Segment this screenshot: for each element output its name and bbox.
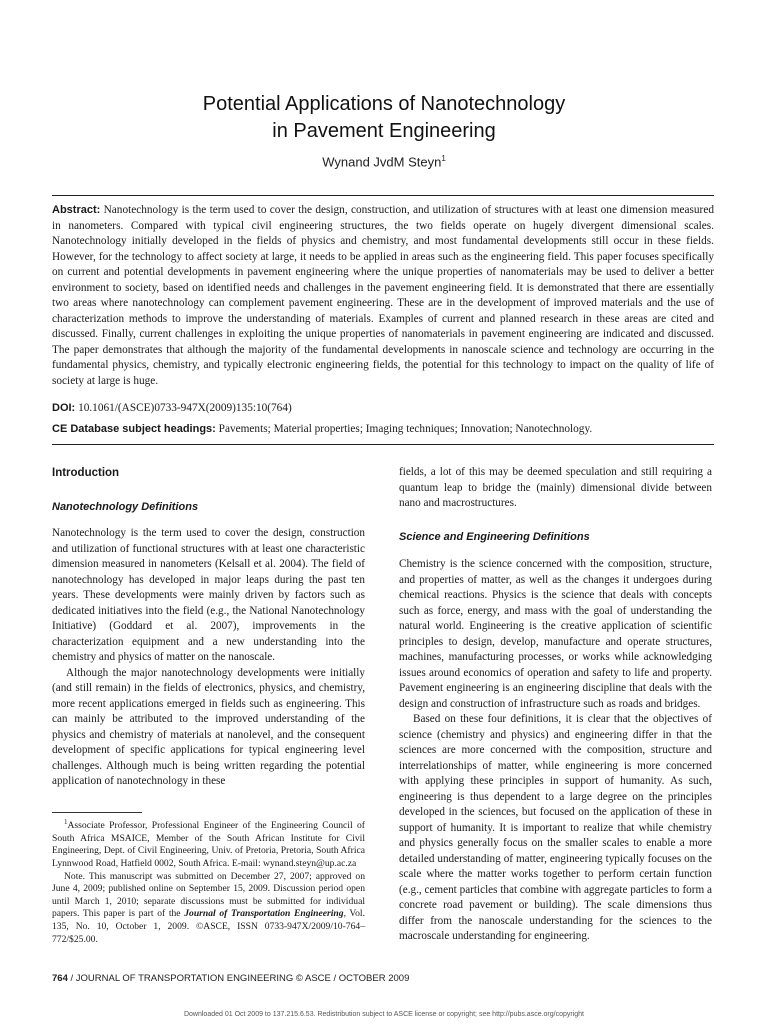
- author-line: [0, 154, 768, 169]
- paragraph: Nanotechnology is the term used to cover the design, construction and utilization of functional structures with at least one characteristic dimension measured in nanometers (Kelsall et al. 2004). The field of nanotechnology has developed in major leaps during the past ten years. These developments were mainly driven by factors such as dedicated initiatives into the field (e.g., the National Nanotechnology Initiative) (Goddard et al. 2007), improvements in the characterization equipment and a new understanding into the chemistry and physics of matter on the nanoscale.: [52, 527, 365, 663]
- top-rule: [52, 195, 714, 196]
- note-text: Note. This manuscript was submitted on December 27, 2007; approved on June 4, 2009; published online on September 15, 2009. Discussion period open until March 1, 2010; separate discussions must be submitted for individual papers. This paper is part of the: [52, 870, 365, 920]
- subsection-heading-science-engineering: Science and Engineering Definitions: [399, 530, 590, 543]
- page-number: 764: [52, 973, 68, 984]
- note-end-text: , Vol. 135, No. 10, October 1, 2009. ©ASCE, ISSN 0733-947X/2009/10-764–772/$25.00.: [52, 908, 365, 945]
- author-name: Wynand JvdM Steyn: [322, 154, 442, 170]
- abstract: [52, 203, 714, 389]
- journal-name: Journal of Transportation Engineering: [184, 908, 344, 920]
- affiliation-text: Associate Professor, Professional Engineer of the Engineering Council of South Africa MSAICE, Member of the South African Institute for Civil Engineering, Dept. of Civil Engineering, Univ. of Pretoria, Pretoria, South Africa Lynnwood Road, Hatfield 0002, South Africa. E-mail: wynand.steyn@up.ac.za: [52, 820, 365, 869]
- paragraph: Based on these four definitions, it is clear that the objectives of science (chemistry and physics) and engineering differ in that the sciences are more concerned with the composition, structure and interrelationships of matter, while engineering is more concerned with applying these principles in support of humanity. As such, engineering is thus dependent to a large degree on the principles developed in the sciences, but focused on the application of these in support of humanity. It is important to realize that while chemistry and physics generally focus on the smaller scales to enable a more detailed understanding of matter, engineering typically focuses on the scale where the matter works together to perform certain function (e.g., cement particles that combine with aggregate particles to form a concrete road pavement or building). The scale dimensions thus differ from the nanoscale understanding for the sciences to the macroscale understanding for engineering.: [399, 713, 712, 942]
- abstract-bottom-rule: [52, 444, 714, 445]
- download-notice: Downloaded 01 Oct 2009 to 137.215.6.53. Redistribution subject to ASCE license or copyright; see http://pubs.asce.org/copyright: [183, 1011, 585, 1018]
- right-column: [399, 465, 712, 945]
- section-heading-introduction: Introduction: [52, 467, 120, 479]
- paragraph: Chemistry is the science concerned with the composition, structure, and properties of matter, as well as the changes it undergoes during chemical reactions. Physics is the science that deals with concepts such as force, energy, and mass with the goal of understanding the natural world. Engineering is the creative application of scientific principles to design, develop, manufacture and operate structures, machines, manufacturing processes, or works while acknowledging issues around economics of operation and safety to life and property. Pavement engineering is an engineering discipline that deals with the design and construction of infrastructure such as roads and bridges.: [399, 558, 712, 710]
- paper-title-line1: Potential Applications of Nanotechnology: [202, 93, 566, 115]
- left-column: [52, 466, 365, 790]
- footnote-rule: [52, 812, 142, 813]
- paragraph: fields, a lot of this may be deemed speculation and still requiring a quantum leap to bridge the (mainly) dimensional divide between nano and macrostructures.: [399, 466, 712, 509]
- abstract-text: Nanotechnology is the term used to cover the design, construction, and utilization of structures with at least one dimension measured in nanometers. Compared with typical civil engineering structures, the two fields operate on hugely divergent dimensional scales. Nanotechnology initially developed in the fields of physics and chemistry, and most fundamental developments still occur in these fields. However, for the technology to affect society at large, it needs to be applied in areas such as the engineering field. This paper focuses specifically on current and potential developments in pavement engineering where the unique properties of nanomaterials may be used to deliver a better environment to society, based on identified needs and challenges in the pavement engineering field. It is demonstrated that there are essentially two areas where nanotechnology can complement pavement engineering. These are in the development of improved materials and the use of characterization methods to improve the understanding of materials. Examples of current and planned research in these areas are cited and discussed. Finally, current challenges in exploiting the unique properties of nanomaterials in pavement engineering are indicated and discussed. The paper demonstrates that although the majority of the fundamental developments in nanoscale science and technology are occurring in the fundamental physics, chemistry, and typically electronic engineering fields, the potential for this technology to impact on the quality of life of society at large is huge.: [52, 204, 714, 387]
- subject-headings-line: [52, 422, 714, 437]
- subject-headings-value: Pavements; Material properties; Imaging techniques; Innovation; Nanotechnology.: [218, 423, 593, 435]
- doi-label: DOI:: [52, 402, 76, 414]
- page-footer: [52, 973, 409, 984]
- doi-value[interactable]: 10.1061/(ASCE)0733-947X(2009)135:10(764): [78, 402, 292, 414]
- paragraph: Although the major nanotechnology developments were initially (and still remain) in the fields of electronics, physics, and chemistry, more recent applications emerged in fields such as engineering. This can mainly be attributed to the improved understanding of the physics and chemistry of materials at nanolevel, and the consequent development of specific applications for typical engineering level challenges. Although much is being written regarding the potential application of nanotechnology in these: [52, 666, 365, 787]
- submission-note: [52, 871, 365, 947]
- paper-title-line2: in Pavement Engineering: [272, 120, 496, 142]
- doi-line: [52, 401, 714, 416]
- author-footnote-marker: 1: [441, 154, 446, 163]
- subsection-heading-nanotech-definitions: Nanotechnology Definitions: [52, 500, 199, 513]
- subject-headings-label: CE Database subject headings:: [52, 423, 216, 435]
- footnotes: [52, 816, 365, 946]
- affiliation-footnote: [52, 816, 365, 871]
- footnote-marker: 1: [64, 818, 68, 826]
- journal-footer-text: / JOURNAL OF TRANSPORTATION ENGINEERING © ASCE / OCTOBER 2009: [70, 973, 410, 984]
- abstract-label: Abstract:: [52, 204, 101, 216]
